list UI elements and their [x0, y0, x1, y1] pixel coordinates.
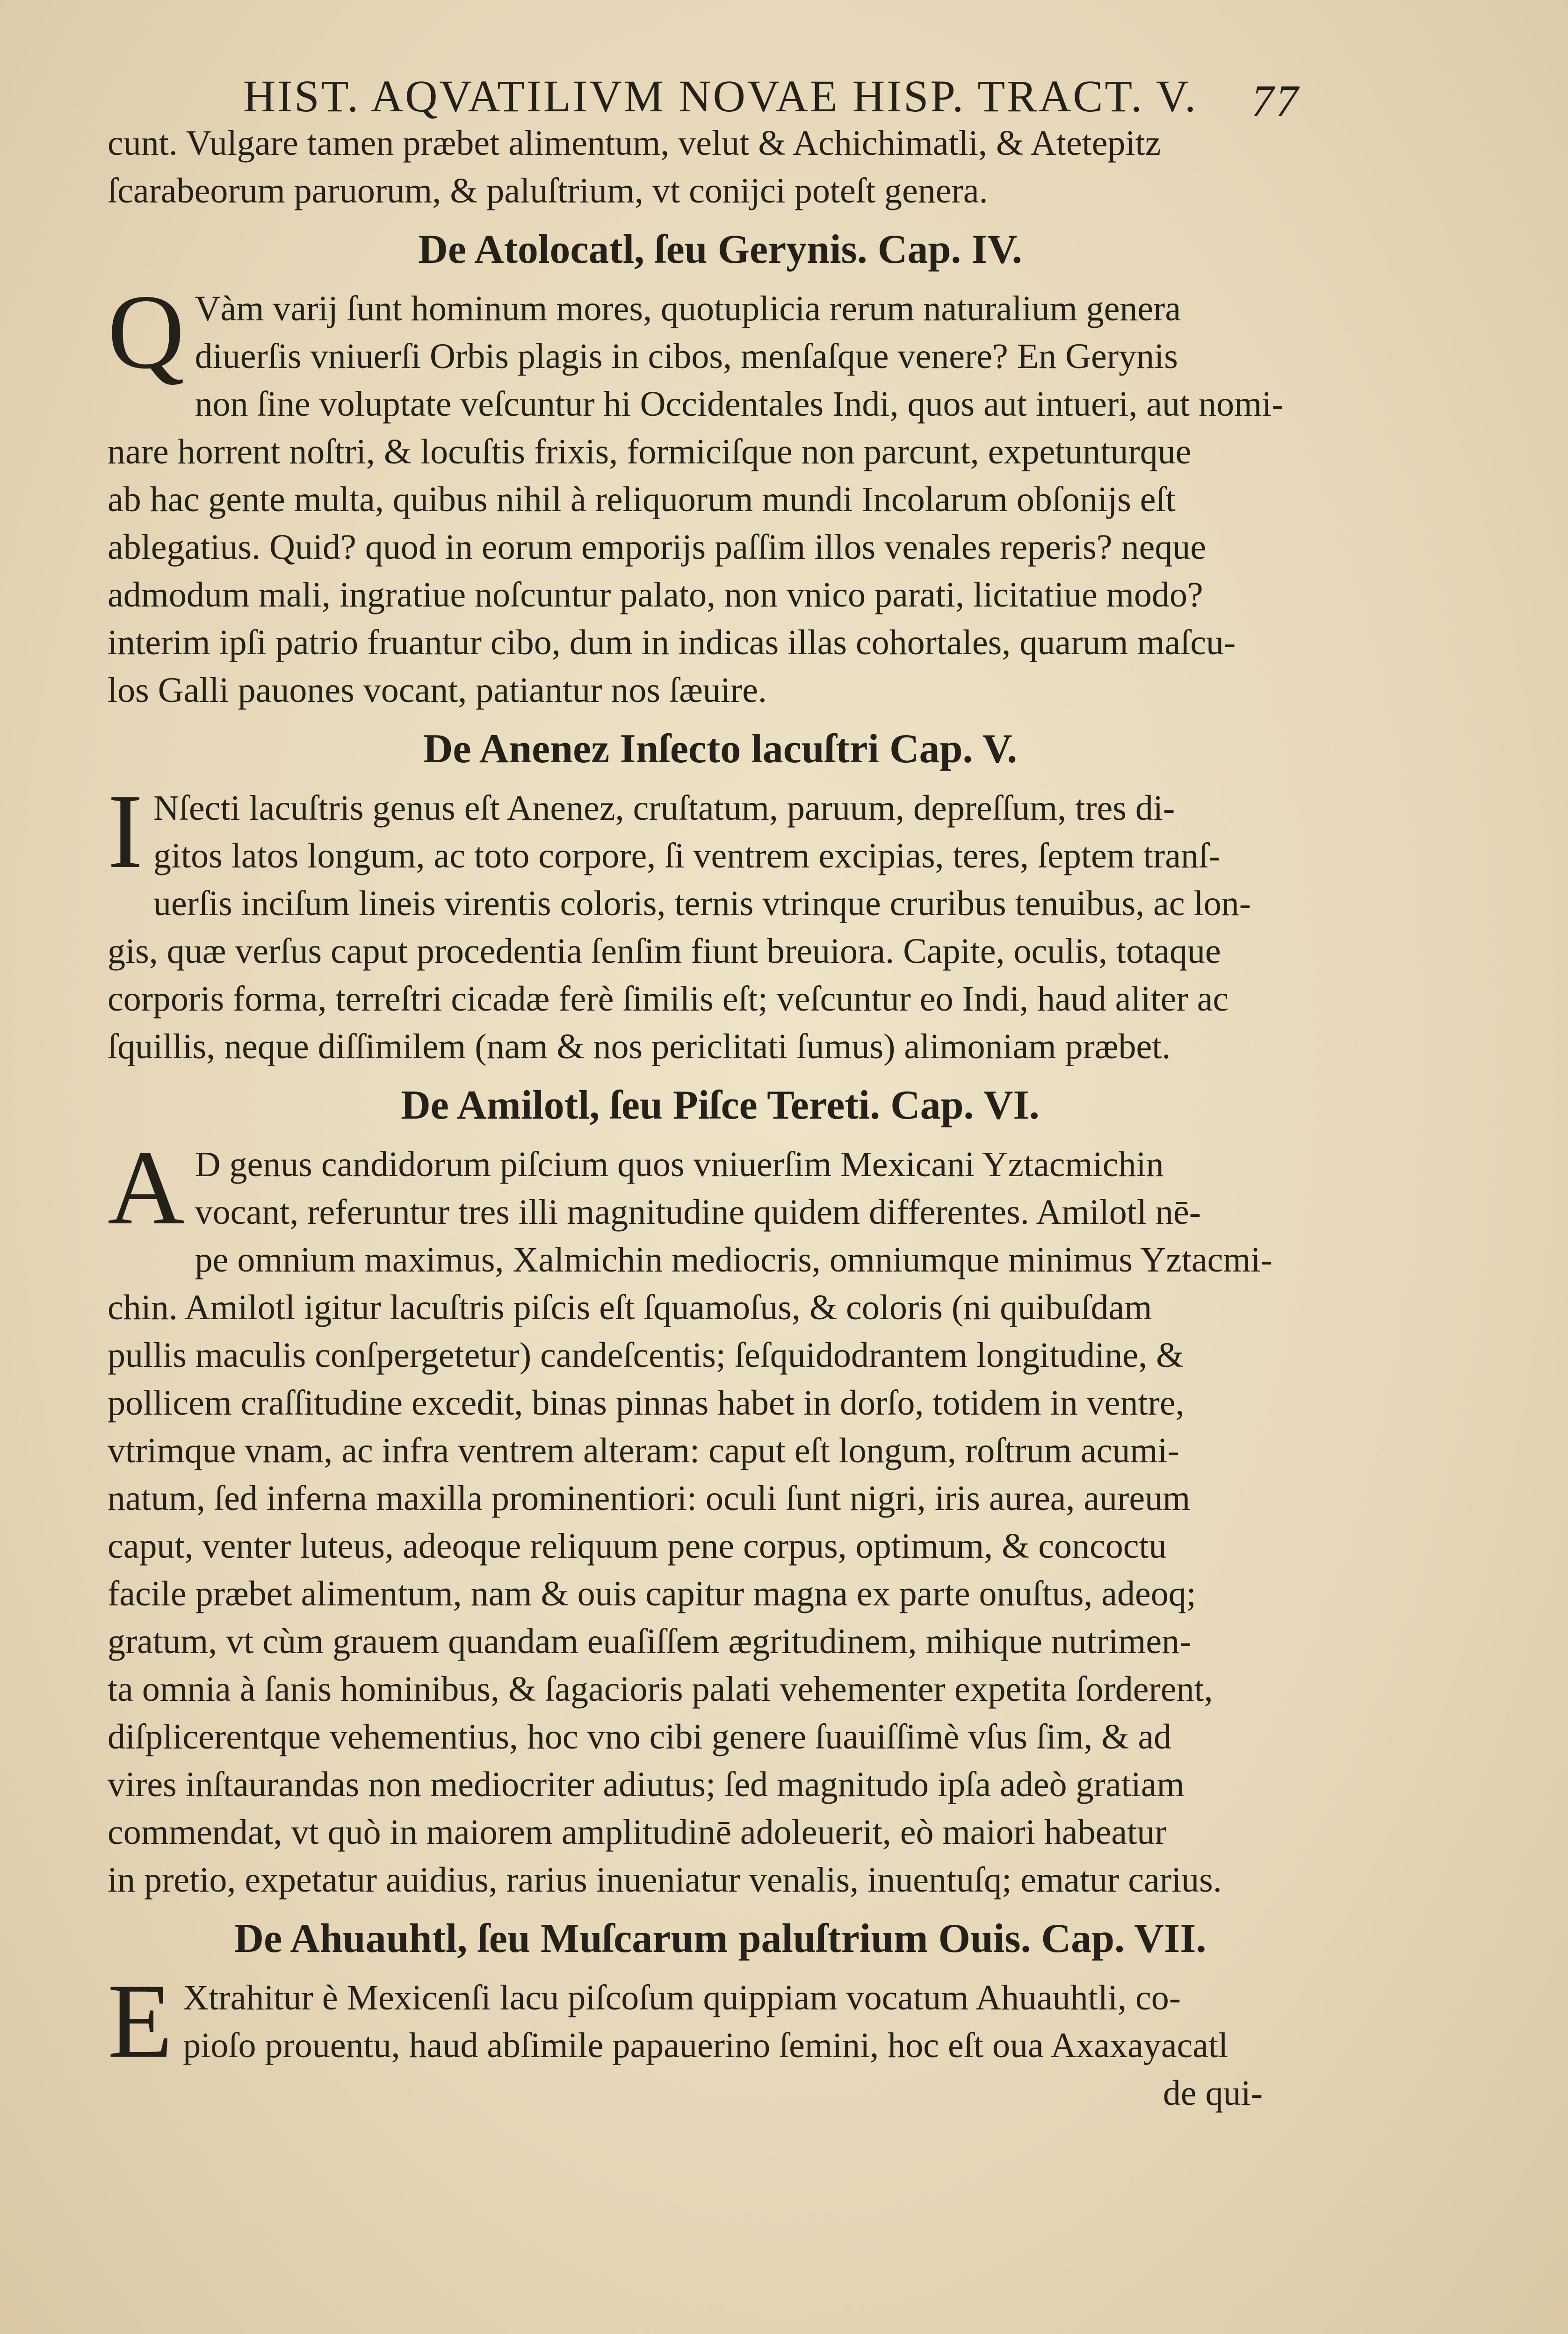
chapter-v	[108, 714, 1333, 1070]
text-line: D genus candidorum piſcium quos vniuerſim Mexicani Yztacmichin	[195, 1145, 1164, 1184]
text-line: corporis forma, terreſtri cicadæ ferè ſimilis eſt; veſcuntur eo Indi, haud aliter ac	[108, 979, 1229, 1019]
text-line: admodum mali, ingratiue noſcuntur palato, non vnico parati, licitatiue modo?	[108, 575, 1203, 614]
text-line: ab hac gente multa, quibus nihil à reliquorum mundi Incolarum obſonijs eſt	[108, 480, 1176, 519]
text-line: pullis maculis conſpergetetur) candeſcentis; ſeſquidodrantem longitudine, &	[108, 1336, 1184, 1375]
chapter-paragraph	[108, 273, 1333, 714]
text-line: pollicem craſſitudine excedit, binas pinnas habet in dorſo, totidem in ventre,	[108, 1383, 1185, 1423]
text-line: natum, ſed inferna maxilla prominentiori: oculi ſunt nigri, iris aurea, aureum	[108, 1479, 1191, 1518]
drop-capital: E	[108, 1962, 173, 2080]
text-line: facile præbet alimentum, nam & ouis capitur magna ex parte onuſtus, adeoq;	[108, 1574, 1196, 1613]
text-line: ta omnia à ſanis hominibus, & ſagacioris palati vehementer expetita ſorderent,	[108, 1669, 1213, 1709]
chapter-heading: De Atolocatl, ſeu Gerynis. Cap. IV.	[418, 227, 1022, 272]
drop-capital: Q	[108, 273, 185, 391]
chapter-vi	[108, 1070, 1333, 1904]
text-line: nare horrent noſtri, & locuſtis frixis, formiciſque non parcunt, expetunturque	[108, 432, 1192, 471]
text-line: Xtrahitur è Mexicenſi lacu piſcoſum quippiam vocatum Ahuauhtli, co-	[183, 1978, 1181, 2017]
text-line: los Galli pauones vocant, patiantur nos ſæuire.	[108, 671, 767, 710]
page-number: 77	[1251, 76, 1300, 126]
text-line: ſcarabeorum paruorum, & paluſtrium, vt conijci poteſt genera.	[108, 171, 988, 210]
chapter-heading: De Anenez Inſecto lacuſtri Cap. V.	[423, 726, 1018, 772]
text-line: gitos latos longum, ac toto corpore, ſi ventrem excipias, teres, ſeptem tranſ-	[153, 836, 1221, 875]
text-line: pe omnium maximus, Xalmichin mediocris, omniumque minimus Yztacmi-	[195, 1240, 1272, 1279]
running-header	[243, 70, 1300, 126]
text-line: vtrimque vnam, ac infra ventrem alteram: caput eſt longum, roſtrum acumi-	[108, 1431, 1179, 1470]
text-line: interim ipſi patrio fruantur cibo, dum in indicas illas cohortales, quarum maſcu-	[108, 623, 1236, 662]
chapter-paragraph	[108, 1129, 1333, 1904]
text-line: gratum, vt cùm grauem quandam euaſiſſem ægritudinem, mihique nutrimen-	[108, 1622, 1192, 1661]
text-line: chin. Amilotl igitur lacuſtris piſcis eſt ſquamoſus, & coloris (ni quibuſdam	[108, 1288, 1152, 1327]
text-line: ſquillis, neque diſſimilem (nam & nos periclitati ſumus) alimoniam præbet.	[108, 1027, 1171, 1066]
text-line: vires inſtaurandas non mediocriter adiutus; ſed magnitudo ipſa adeò gratiam	[108, 1765, 1185, 1804]
text-line: gis, quæ verſus caput procedentia ſenſim fiunt breuiora. Capite, oculis, totaque	[108, 932, 1221, 971]
text-line: ablegatius. Quid? quod in eorum emporijs paſſim illos venales reperis? neque	[108, 527, 1207, 567]
chapter-heading: De Amilotl, ſeu Piſce Tereti. Cap. VI.	[401, 1083, 1040, 1128]
text-line: uerſis inciſum lineis virentis coloris, ternis vtrinque cruribus tenuibus, ac lon-	[153, 884, 1251, 923]
text-line: commendat, vt quò in maiorem amplitudinē adoleuerit, eò maiori habeatur	[108, 1813, 1167, 1852]
chapter-vii	[108, 1904, 1333, 2117]
text-line: caput, venter luteus, adeoque reliquum pene corpus, optimum, & concoctu	[108, 1526, 1167, 1566]
drop-capital: I	[108, 773, 143, 890]
text-line: diſplicerentque vehementius, hoc vno cibi genere ſuauiſſimè vſus ſim, & ad	[108, 1717, 1172, 1756]
chapter-heading: De Ahuauhtl, ſeu Muſcarum paluſtrium Ouis. Cap. VII.	[234, 1916, 1207, 1961]
text-line: pioſo prouentu, haud abſimile papauerino ſemini, hoc eſt oua Axaxayacatl	[183, 2026, 1228, 2065]
text-line: in pretio, expetatur auidius, rarius inueniatur venalis, inuentuſq; ematur carius.	[108, 1860, 1222, 1900]
text-line: Vàm varij ſunt hominum mores, quotuplicia rerum naturalium genera	[195, 289, 1181, 328]
text-line: vocant, referuntur tres illi magnitudine quidem differentes. Amilotl nē-	[195, 1192, 1201, 1232]
chapter-paragraph	[108, 1962, 1333, 2080]
text-line: Nſecti lacuſtris genus eſt Anenez, cruſtatum, paruum, depreſſum, tres di-	[153, 788, 1175, 828]
text-line: diuerſis vniuerſi Orbis plagis in cibos, menſaſque venere? En Gerynis	[195, 337, 1178, 376]
running-title: HIST. AQVATILIVM NOVAE HISP. TRACT. V.	[243, 71, 1198, 121]
text-line: cunt. Vulgare tamen præbet alimentum, velut & Achichimatli, & Atetepitz	[108, 123, 1161, 163]
chapter-iv	[108, 215, 1333, 714]
text-block	[108, 119, 1333, 2117]
catchword: de qui-	[1163, 2074, 1263, 2113]
drop-capital: A	[108, 1129, 185, 1247]
chapter-paragraph	[108, 773, 1333, 1070]
intro-paragraph	[108, 119, 1333, 215]
text-line: non ſine voluptate veſcuntur hi Occidentales Indi, quos aut intueri, aut nomi-	[195, 384, 1284, 424]
